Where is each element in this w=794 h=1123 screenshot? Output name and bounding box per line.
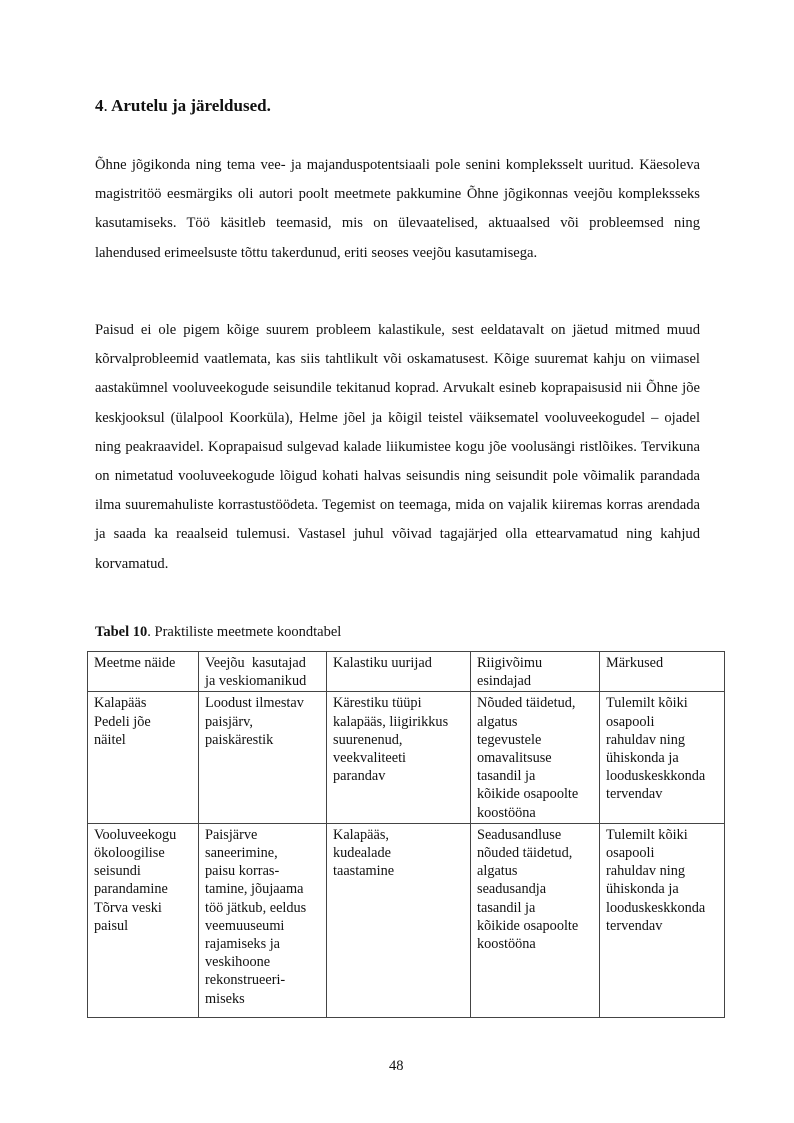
cell-text: algatus (477, 713, 518, 730)
cell-text: veemuuseumi (205, 917, 285, 934)
cell-text: koostööna (477, 804, 536, 821)
cell-text: tervendav (606, 786, 663, 803)
cell-text: veskihoone (205, 954, 271, 971)
paragraph-intro: Õhne jõgikonda ning tema vee- ja majanduspotentsiaali pole senini kompleksselt uuritud. Käesoleva magistritöö eesmärgiks oli autori poolt meetmete pakkumine Õhne jõgikonnas veejõu kompleksseks kasutamiseks. Töö käsitleb teemasid, mis on ülevaatelised, aktuaalsed või probleemsed ning lahendused erimeelsuste tõttu takerdunud, eriti seoses veejõu kasutamisega. (95, 157, 700, 261)
cell-text: Tõrva veski (94, 899, 162, 916)
cell-text: Riigivõimu (477, 655, 543, 671)
cell-text: Märkused (606, 655, 664, 671)
cell-text: looduskeskkonda (606, 768, 706, 785)
table-cell (327, 823, 471, 1017)
cell-text: Kalapääs (94, 695, 147, 712)
table-row (88, 823, 725, 1017)
cell-text: rahuldav ning (606, 863, 686, 880)
cell-text: taastamine (333, 863, 395, 880)
table-caption-separator: . (147, 624, 151, 640)
table-caption (95, 624, 341, 641)
paragraph-dams-beavers: Paisud ei ole pigem kõige suurem probleem kalastikule, sest eeldatavalt on jäetud mitmed muud kõrvalprobleemid vaatlemata, kas siis tahtlikult või oskamatusest. Kõige suuremat kahju on viimasel aastakümnel vooluveekogude seisundile tekitanud koprad. Arvukalt esineb koprapaisusid nii Õhne jõe keskjooksul (ülalpool Koorküla), Helme jõel ja kõigil teistel väiksematel vooluveekogudel – ojadel ning peakraavidel. Koprapaisud sulgevad kalade liikumistee kogu jõe voolusängi ristlõikes. Tervikuna on nimetatud vooluveekogude lõigud kohati halvas seisundis ning seisundit pole võimalik parandada ilma suuremahuliste korrastustöödeta. Tegemist on teemaga, mida on vajalik kiiremas korras arendada ja saada ka reaalseid tulemusi. Vastasel juhul võivad tagajärjed olla ettearvamatud ning kahjud korvamatud. (95, 322, 700, 572)
cell-text: tamine, jõujaama (205, 881, 304, 898)
table-header-row (88, 652, 725, 692)
table-cell (327, 692, 471, 823)
cell-text: suurenenud, (333, 731, 403, 748)
cell-text: tervendav (606, 917, 663, 934)
cell-text: kõikide osapoolte (477, 786, 579, 803)
cell-text: saneerimine, (205, 845, 278, 862)
cell-text: Seadusandluse (477, 826, 562, 843)
table-cell (600, 692, 725, 823)
cell-text: Kalapääs, (333, 826, 389, 843)
cell-text: veekvaliteeti (333, 750, 407, 767)
cell-text: tasandil ja (477, 768, 536, 785)
cell-text: Pedeli jõe (94, 713, 151, 730)
cell-text: Kärestiku tüüpi (333, 695, 422, 712)
cell-text: nõuded täidetud, (477, 845, 573, 862)
header-cell (199, 652, 327, 692)
header-cell (327, 652, 471, 692)
cell-text: kudealade (333, 845, 391, 862)
cell-text: kõikide osapoolte (477, 917, 579, 934)
cell-text: Tulemilt kõiki (606, 826, 688, 843)
cell-text: parandamine (94, 881, 168, 898)
cell-text: ökoloogilise (94, 845, 165, 862)
cell-text: parandav (333, 768, 386, 785)
cell-text: Paisjärve (205, 826, 258, 843)
measures-summary-table (87, 651, 725, 1018)
table-cell (199, 823, 327, 1017)
table-cell (600, 823, 725, 1017)
section-title: Arutelu ja järeldused. (111, 96, 271, 115)
cell-text: rahuldav ning (606, 731, 686, 748)
cell-text: Loodust ilmestav (205, 695, 304, 712)
cell-text: töö jätkub, eeldus (205, 899, 307, 916)
page-number: 48 (389, 1058, 404, 1074)
cell-text: Vooluveekogu (94, 826, 177, 843)
cell-text: ühiskonda ja (606, 881, 679, 898)
section-number-separator: . (103, 96, 108, 115)
section-number: 4 (95, 96, 104, 115)
cell-text: Meetme näide (94, 655, 176, 671)
header-cell (600, 652, 725, 692)
table-caption-label: Tabel 10 (95, 624, 148, 640)
cell-text: osapooli (606, 713, 655, 730)
cell-text: osapooli (606, 845, 655, 862)
cell-text: paiskärestik (205, 731, 274, 748)
table-cell (199, 692, 327, 823)
cell-text: paisul (94, 917, 129, 934)
table-cell (471, 692, 600, 823)
cell-text: looduskeskkonda (606, 899, 706, 916)
header-cell (471, 652, 600, 692)
cell-text: ühiskonda ja (606, 750, 679, 767)
cell-text: seisundi (94, 863, 141, 880)
cell-text: esindajad (477, 673, 531, 690)
cell-text: näitel (94, 731, 126, 748)
table-caption-text: Praktiliste meetmete koondtabel (150, 624, 342, 640)
cell-text: seadusandja (477, 881, 547, 898)
cell-text: paisjärv, (205, 713, 253, 730)
cell-text: Kalastiku uurijad (333, 655, 432, 671)
table-row (88, 692, 725, 823)
cell-text: ja veskiomanikud (205, 673, 307, 690)
section-heading (95, 96, 271, 116)
cell-text: Tulemilt kõiki (606, 695, 688, 712)
table-cell (88, 692, 199, 823)
table-cell (471, 823, 600, 1017)
table-cell (88, 823, 199, 1017)
cell-text: rekonstrueeri- (205, 972, 286, 989)
cell-text: rajamiseks ja (205, 936, 281, 953)
cell-text: kalapääs, liigirikkus (333, 713, 449, 730)
cell-text: Nõuded täidetud, (477, 695, 576, 712)
cell-text: paisu korras- (205, 863, 280, 880)
cell-text: miseks (205, 990, 245, 1007)
cell-text: tegevustele (477, 731, 542, 748)
cell-text: Veejõu kasutajad (205, 655, 306, 671)
header-cell (88, 652, 199, 692)
cell-text: tasandil ja (477, 899, 536, 916)
cell-text: koostööna (477, 936, 536, 953)
cell-text: algatus (477, 863, 518, 880)
cell-text: omavalitsuse (477, 750, 552, 767)
